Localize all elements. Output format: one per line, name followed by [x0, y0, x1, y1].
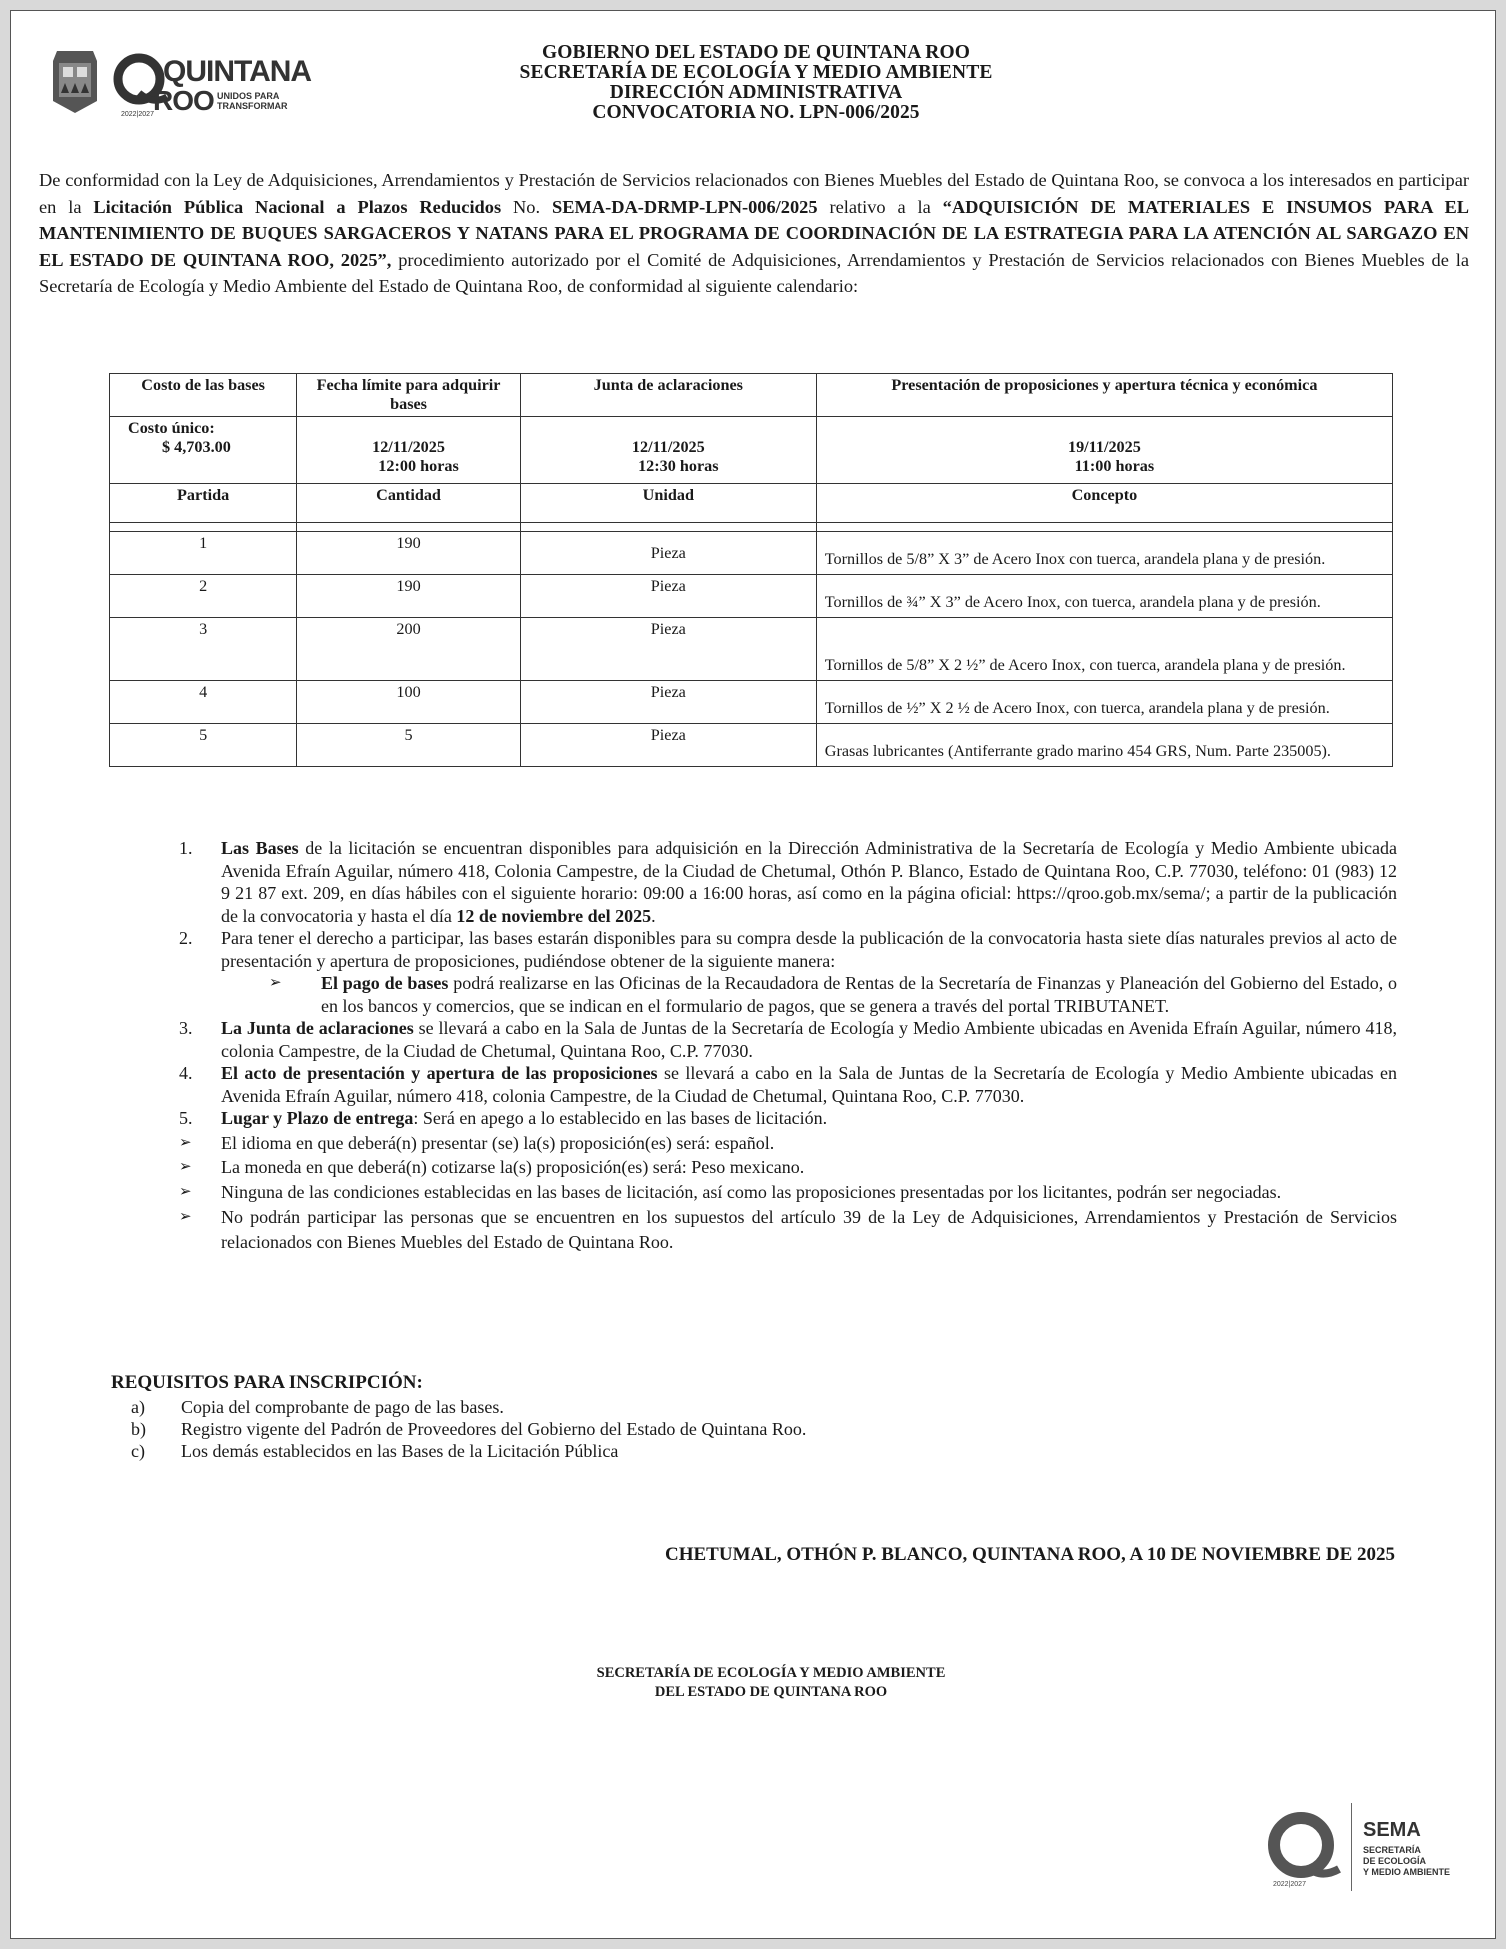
item-quantity: 190	[297, 532, 521, 575]
item-number: 2	[110, 575, 297, 618]
header-item: Partida	[110, 484, 297, 523]
signature-block	[491, 1664, 1051, 1702]
header-government: GOBIERNO DEL ESTADO DE QUINTANA ROO	[541, 42, 971, 63]
sema-years: 2022|2027	[1273, 1881, 1306, 1888]
tender-type: Licitación Pública Nacional a Plazos Reducidos	[93, 196, 502, 217]
header-meeting: Junta de aclaraciones	[520, 374, 816, 417]
table-row	[110, 532, 1393, 575]
item-concept: Tornillos de 5/8” X 3” de Acero Inox con tuerca, arandela plana y de presión.	[816, 532, 1392, 575]
list-number: 4.	[179, 1063, 193, 1083]
tender-number: SEMA-DA-DRMP-LPN-006/2025	[551, 196, 818, 217]
cost-label: Costo único:	[128, 419, 215, 437]
sema-divider	[1351, 1803, 1352, 1891]
cost-value: $ 4,703.00	[162, 438, 231, 456]
item-quantity: 5	[297, 724, 521, 767]
item-number: 4	[110, 681, 297, 724]
list-item: c) Los demás establecidos en las Bases de la Licitación Pública	[131, 1441, 619, 1461]
document-page	[10, 10, 1496, 1939]
table-row	[110, 618, 1393, 681]
signature-line-1: SECRETARÍA DE ECOLOGÍA Y MEDIO AMBIENTE	[596, 1665, 946, 1681]
presentation-cell	[816, 417, 1392, 484]
header-direction: DIRECCIÓN ADMINISTRATIVA	[609, 82, 903, 103]
presentation-time: 11:00 horas	[1074, 457, 1155, 475]
item-unit: Pieza	[520, 618, 816, 681]
list-subitem: ➢ El pago de bases podrá realizarse en las Oficinas de la Recaudadora de Rentas de la Secretaría de Finanzas y Planeación del Gobierno del Estado, o en los bancos y comercios, que se indican en el formulario de pagos, que se genera a través del portal TRIBUTANET.	[269, 973, 1398, 1016]
requirements-title: REQUISITOS PARA INSCRIPCIÓN:	[111, 1372, 423, 1393]
header-deadline: Fecha límite para adquirir bases	[297, 374, 521, 417]
list-item: 4. El acto de presentación y apertura de las proposiciones se llevará a cabo en la Sala de Juntas de la Secretaría de Ecología y Medio Ambiente ubicadas en Avenida Efraín Aguilar, número 418, colonia Campestre, de la Ciudad de Chetumal, Quintana Roo, C.P. 77030.	[179, 1063, 1397, 1106]
spacer-row	[110, 523, 1393, 532]
meeting-date: 12/11/2025	[631, 438, 705, 456]
list-item: ➢ Ninguna de las condiciones establecidas en las bases de licitación, así como las proposiciones presentadas por los licitantes, podrán ser negociadas.	[179, 1181, 1282, 1202]
table-row	[110, 724, 1393, 767]
arrow-bullet-icon: ➢	[269, 975, 282, 991]
logo-name-bottom: ROO	[153, 85, 214, 116]
calendar-values-row	[110, 417, 1393, 484]
meeting-cell	[520, 417, 816, 484]
place-date: CHETUMAL, OTHÓN P. BLANCO, QUINTANA ROO, A 10 DE NOVIEMBRE DE 2025	[665, 1544, 1395, 1565]
list-item: a) Copia del comprobante de pago de las bases.	[131, 1397, 504, 1417]
list-item: 1. Las Bases de la licitación se encuentran disponibles para adquisición en la Dirección Administrativa de la Secretaría de Ecología y Medio Ambiente ubicada Avenida Efraín Aguilar, número 418, Colonia Campestre, de la Ciudad de Chetumal, Othón P. Blanco, Estado de Quintana Roo, C.P. 77030, teléfono: 01 (983) 12 9 21 87 ext. 209, en días hábiles con el siguiente horario: 09:00 a 16:00 horas, así como en la página oficial: https://qroo.gob.mx/sema/; a partir de la publicación de la convocatoria y hasta el día 12 de noviembre del 2025.	[179, 838, 1397, 926]
deadline-time: 12:00 horas	[378, 457, 459, 475]
item-quantity: 100	[297, 681, 521, 724]
deadline-date: 12/11/2025	[372, 438, 445, 456]
table-row	[110, 681, 1393, 724]
header-concept: Concepto	[816, 484, 1392, 523]
item-unit: Pieza	[520, 575, 816, 618]
list-number: 5.	[179, 1108, 193, 1128]
item-concept: Tornillos de 5/8” X 2 ½” de Acero Inox, con tuerca, arandela plana y de presión.	[816, 618, 1392, 681]
item-unit: Pieza	[520, 724, 816, 767]
list-item: b) Registro vigente del Padrón de Proveedores del Gobierno del Estado de Quintana Roo.	[131, 1419, 807, 1439]
list-item: ➢ La moneda en que deberá(n) cotizarse la(s) proposición(es) será: Peso mexicano.	[179, 1157, 805, 1177]
cost-cell	[110, 417, 297, 484]
calendar-table	[109, 373, 1393, 767]
item-number: 3	[110, 618, 297, 681]
header-secretariat: SECRETARÍA DE ECOLOGÍA Y MEDIO AMBIENTE	[519, 62, 993, 83]
logo-years: 2022|2027	[121, 111, 154, 118]
logo-tagline-1: UNIDOS PARA	[217, 91, 280, 101]
item-quantity: 190	[297, 575, 521, 618]
arrow-bullet-icon: ➢	[179, 1183, 192, 1200]
item-unit: Pieza	[520, 681, 816, 724]
arrow-bullet-icon: ➢	[179, 1159, 192, 1175]
document-header	[341, 43, 1171, 123]
quintana-roo-logo	[49, 41, 312, 121]
conditions-list	[161, 837, 1397, 1255]
item-concept: Grasas lubricantes (Antiferrante grado marino 454 GRS, Num. Parte 235005).	[816, 724, 1392, 767]
sema-q-logo-icon	[1263, 1803, 1347, 1893]
list-item: 3. La Junta de aclaraciones se llevará a cabo en la Sala de Juntas de la Secretaría de Ecología y Medio Ambiente ubicadas en Avenida Efraín Aguilar, número 418, colonia Campestre, de la Ciudad de Chetumal, Quintana Roo, C.P. 77030.	[179, 1018, 1397, 1061]
item-concept: Tornillos de ¾” X 3” de Acero Inox, con tuerca, arandela plana y de presión.	[816, 575, 1392, 618]
header-quantity: Cantidad	[297, 484, 521, 523]
logo-tagline-2: TRANSFORMAR	[217, 101, 288, 111]
item-number: 1	[110, 532, 297, 575]
item-quantity: 200	[297, 618, 521, 681]
header-cost: Costo de las bases	[110, 374, 297, 417]
list-number: 1.	[179, 838, 193, 858]
tender-subject: “ADQUISICIÓN DE MATERIALES E INSUMOS PARA EL MANTENIMIENTO DE BUQUES SARGACEROS Y NATANS PARA EL PROGRAMA DE COORDINACIÓN DE LA ESTRATEGIA PARA LA ATENCIÓN AL SARGAZO EN EL ESTADO DE QUINTANA ROO, 2025”,	[39, 196, 1469, 270]
item-concept: Tornillos de ½” X 2 ½ de Acero Inox, con tuerca, arandela plana y de presión.	[816, 681, 1392, 724]
list-number: 2.	[179, 928, 193, 948]
header-call-number: CONVOCATORIA NO. LPN-006/2025	[592, 102, 920, 123]
list-item: 2. Para tener el derecho a participar, las bases estarán disponibles para su compra desde la publicación de la convocatoria hasta siete días naturales previos al acto de presentación y apertura de proposiciones, pudiéndose obtener de la siguiente manera:	[179, 928, 1397, 971]
logo-name-top: QUINTANA	[163, 55, 312, 88]
sema-acronym: SEMA	[1363, 1819, 1421, 1841]
intro-paragraph: De conformidad con la Ley de Adquisiciones, Arrendamientos y Prestación de Servicios relacionados con Bienes Muebles del Estado de Quintana Roo, se convoca a los interesados en participar en la Licitación Pública Nacional a Plazos Reducidos No. SEMA-DA-DRMP-LPN-006/2025 relativo a la “ADQUISICIÓN DE MATERIALES E INSUMOS PARA EL MANTENIMIENTO DE BUQUES SARGACEROS Y NATANS PARA EL PROGRAMA DE COORDINACIÓN DE LA ESTRATEGIA PARA LA ATENCIÓN AL SARGAZO EN EL ESTADO DE QUINTANA ROO, 2025”, procedimiento autorizado por el Comité de Adquisiciones, Arrendamientos y Prestación de Servicios relacionados con Bienes Muebles de la Secretaría de Ecología y Medio Ambiente del Estado de Quintana Roo, de conformidad al siguiente calendario:	[39, 170, 1470, 296]
list-number: 3.	[179, 1018, 193, 1038]
sema-logo: 2022|2027 SEMA SECRETARÍA DE ECOLOGÍA Y MEDIO AMBIENTE	[1263, 1803, 1463, 1893]
list-item: 5. Lugar y Plazo de entrega: Será en apego a lo establecido en las bases de licitación.	[179, 1108, 828, 1128]
presentation-date: 19/11/2025	[1067, 438, 1141, 456]
item-number: 5	[110, 724, 297, 767]
meeting-time: 12:30 horas	[638, 457, 719, 475]
requirements-section	[111, 1372, 1311, 1462]
header-unit: Unidad	[520, 484, 816, 523]
calendar-header-row	[110, 374, 1393, 417]
arrow-bullet-icon: ➢	[179, 1134, 192, 1151]
list-item: ➢ No podrán participar las personas que se encuentren en los supuestos del artículo 39 de la Ley de Adquisiciones, Arrendamientos y Prestación de Servicios relacionados con Bienes Muebles del Estado de Quintana Roo.	[179, 1207, 1397, 1252]
item-unit: Pieza	[520, 532, 816, 575]
header-presentation: Presentación de proposiciones y apertura técnica y económica	[816, 374, 1392, 417]
table-row	[110, 575, 1393, 618]
deadline-cell	[297, 417, 521, 484]
items-header-row	[110, 484, 1393, 523]
signature-line-2: DEL ESTADO DE QUINTANA ROO	[654, 1684, 888, 1700]
arrow-bullet-icon: ➢	[179, 1209, 192, 1225]
list-item: ➢ El idioma en que deberá(n) presentar (se) la(s) proposición(es) será: español.	[179, 1132, 775, 1153]
